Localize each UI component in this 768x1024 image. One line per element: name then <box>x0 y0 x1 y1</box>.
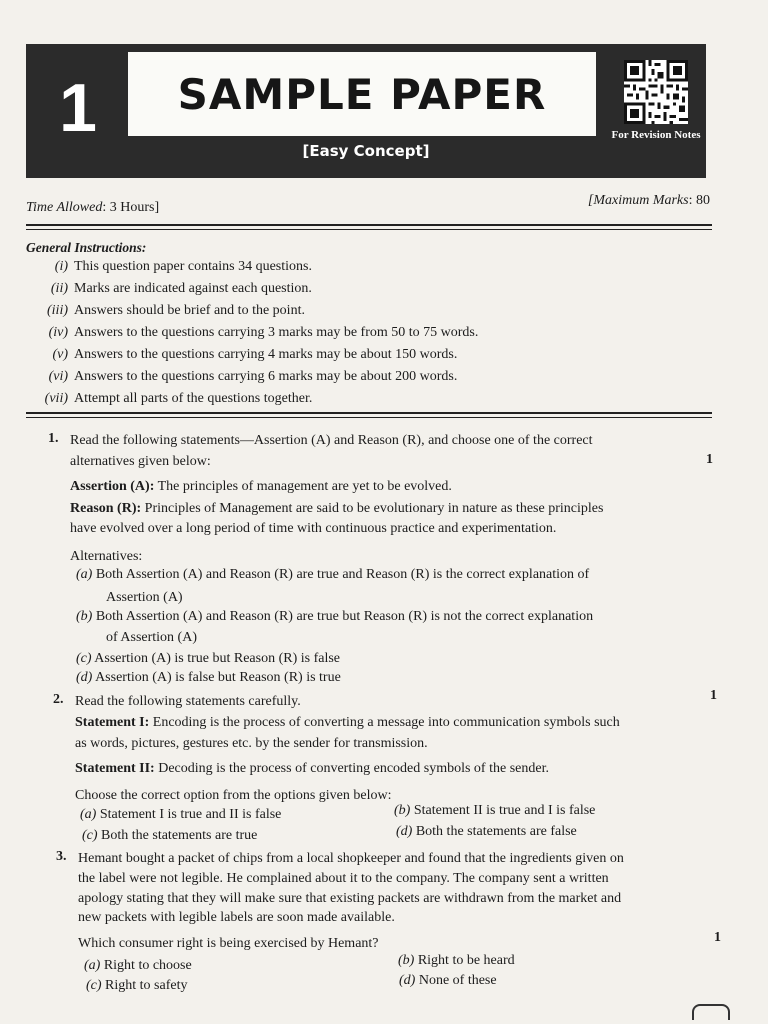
divider <box>26 417 712 418</box>
time-value: : 3 Hours] <box>102 200 160 215</box>
option-a: (a) Both Assertion (A) and Reason (R) are true and Reason (R) is the correct explanation of <box>76 567 590 582</box>
reason-cont: have evolved over a long period of time with continuous practice and experimentation. <box>70 521 557 536</box>
option-d: (d) Assertion (A) is false but Reason (R) is true <box>76 670 341 685</box>
alternatives-label: Alternatives: <box>70 549 143 564</box>
question-number: 1. <box>48 431 59 446</box>
maximum-marks <box>588 193 710 209</box>
paper-subtitle: [Easy Concept] <box>302 142 430 160</box>
question-text: new packets with legible labels are soon made available. <box>78 910 395 925</box>
question-marks: 1 <box>714 930 721 945</box>
assertion: Assertion (A): The principles of management are yet to be evolved. <box>70 479 452 494</box>
instruction-item: (iii) Answers should be brief and to the point. <box>47 303 305 318</box>
question-number: 3. <box>56 849 67 864</box>
question-text: alternatives given below: <box>70 454 211 469</box>
option-d: (d) Both the statements are false <box>396 824 577 839</box>
choose-instruction: Choose the correct option from the options given below: <box>75 788 392 803</box>
time-allowed <box>26 200 159 216</box>
sample-paper-banner <box>26 44 706 178</box>
paper-number: 1 <box>59 70 97 146</box>
qr-code-icon[interactable] <box>624 60 688 124</box>
divider <box>26 412 712 414</box>
option-c: (c) Assertion (A) is true but Reason (R) is false <box>76 651 341 666</box>
instruction-item: (i) This question paper contains 34 questions. <box>54 259 312 274</box>
option-b: (b) Right to be heard <box>398 953 515 968</box>
instruction-item: (vi) Answers to the questions carrying 6 marks may be about 200 words. <box>48 369 458 384</box>
question-text: the label were not legible. He complained about it to the company. The company sent a written <box>78 871 609 886</box>
time-label: Time Allowed <box>26 200 103 215</box>
divider <box>26 229 712 230</box>
qr-caption: For Revision Notes <box>611 129 701 141</box>
option-b: (b) Both Assertion (A) and Reason (R) are true but Reason (R) is not the correct explanation <box>76 609 594 624</box>
instruction-item: (iv) Answers to the questions carrying 3 marks may be from 50 to 75 words. <box>48 325 479 340</box>
question-text: Which consumer right is being exercised by Hemant? <box>78 936 379 951</box>
question-marks: 1 <box>706 452 713 467</box>
marks-value: : 80 <box>688 193 710 208</box>
question-text: apology stating that they will make sure that existing packets are withdrawn from the market and <box>78 891 622 906</box>
question-text: Read the following statements—Assertion (A) and Reason (R), and choose one of the correct <box>70 433 593 448</box>
question-text: Hemant bought a packet of chips from a local shopkeeper and found that the ingredients given on <box>78 851 624 866</box>
marks-label: [Maximum Marks <box>587 193 689 208</box>
title-box <box>128 52 596 136</box>
option-c: (c) Both the statements are true <box>82 828 258 843</box>
statement-2: Statement II: Decoding is the process of converting encoded symbols of the sender. <box>75 761 549 776</box>
instruction-item: (ii) Marks are indicated against each question. <box>50 281 312 296</box>
option-b: (b) Statement II is true and I is false <box>394 803 596 818</box>
question-text: Read the following statements carefully. <box>75 694 301 709</box>
instruction-item: (vii) Attempt all parts of the questions together. <box>44 391 313 406</box>
question-marks: 1 <box>710 688 717 703</box>
divider <box>26 224 712 226</box>
paper-title: SAMPLE PAPER <box>177 69 547 119</box>
page-corner-mark <box>692 1004 730 1020</box>
option-b-cont: of Assertion (A) <box>106 630 197 645</box>
statement-1: Statement I: Encoding is the process of converting a message into communication symbols such <box>75 715 620 730</box>
option-a: (a) Right to choose <box>84 958 192 973</box>
option-d: (d) None of these <box>399 973 497 988</box>
statement-1-cont: as words, pictures, gestures etc. by the sender for transmission. <box>75 736 428 751</box>
question-number: 2. <box>53 692 64 707</box>
option-a-cont: Assertion (A) <box>106 590 183 605</box>
instruction-item: (v) Answers to the questions carrying 4 marks may be about 150 words. <box>52 347 458 362</box>
option-a: (a) Statement I is true and II is false <box>80 807 282 822</box>
reason: Reason (R): Principles of Management are said to be evolutionary in nature as these principles <box>70 501 604 516</box>
option-c: (c) Right to safety <box>86 978 188 993</box>
instructions-title: General Instructions: <box>26 240 147 255</box>
